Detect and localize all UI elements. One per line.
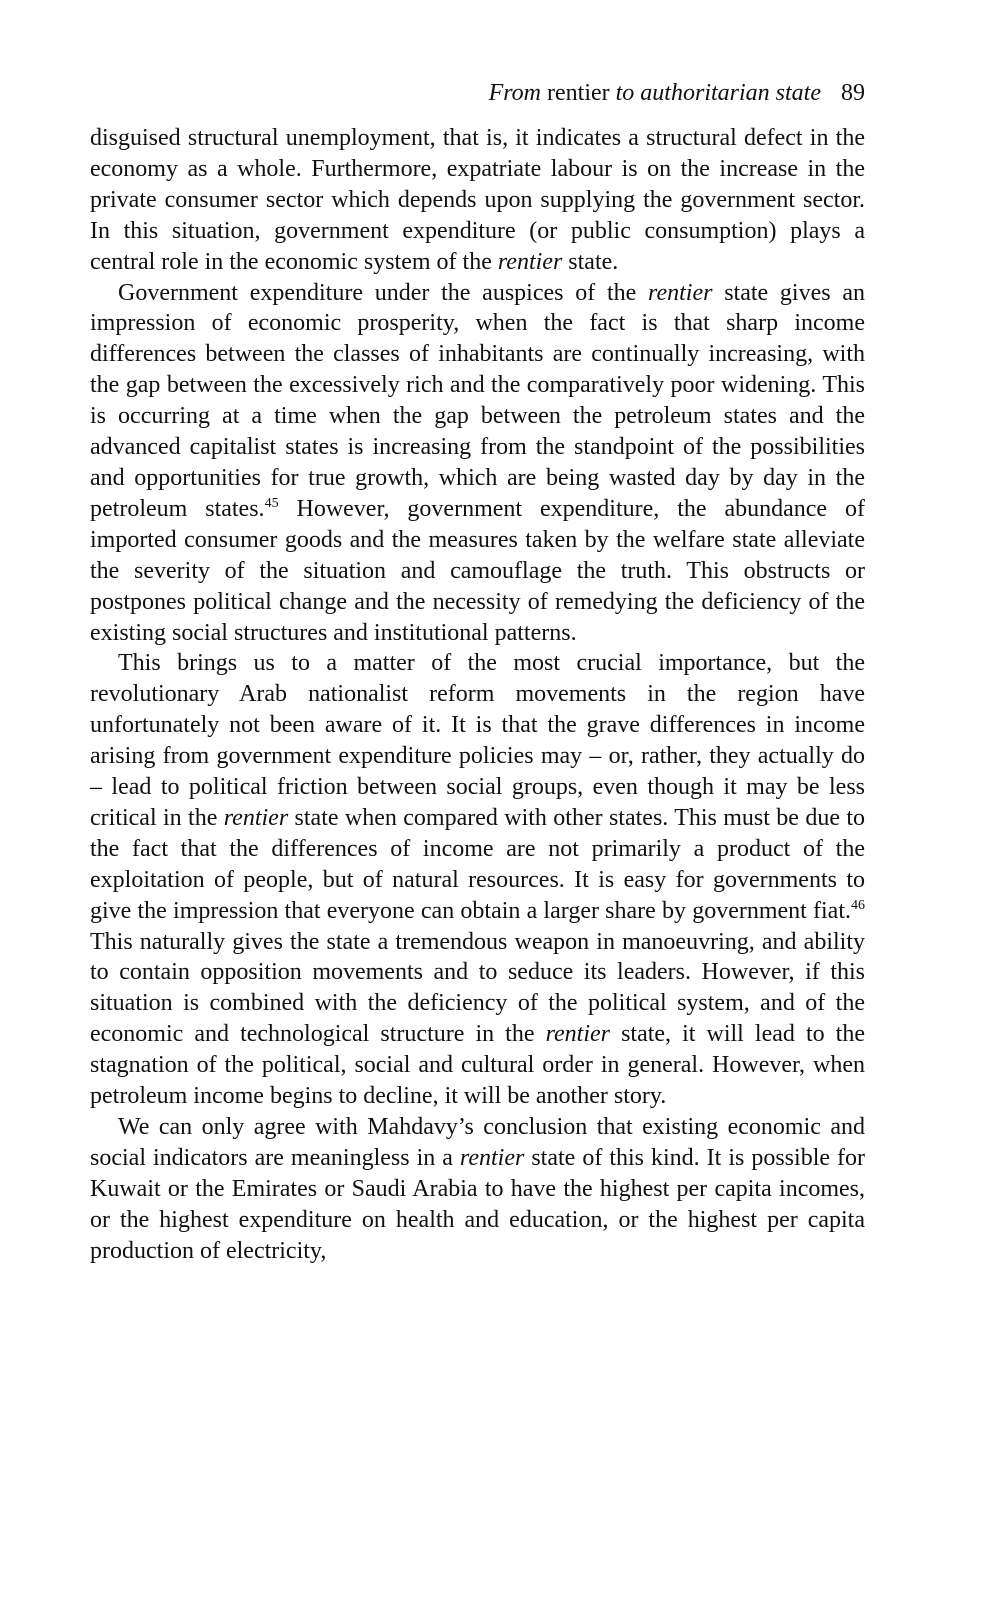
running-head-title-from: From: [488, 80, 542, 106]
emphasis-rentier: rentier: [459, 1144, 525, 1171]
paragraph-text: state of this kind. It is possible for Kuwait or the Emirates or Saudi Arabia to have the highest per capita incomes, or the highest expenditure on health and education, or the highest per capita production of electricity,: [90, 1144, 865, 1264]
page-number: 89: [841, 80, 865, 106]
emphasis-rentier: rentier: [648, 279, 713, 306]
paragraph-text: state gives an impression of economic prosperity, when the fact is that sharp income differences between the classes of inhabitants are continually increasing, with the gap between the excessively rich and the comparatively poor widening. This is occurring at a time when the gap between the petroleum states and the advanced capitalist states is increasing from the standpoint of the possibilities and opportunities for true growth, which are being wasted day by day in the petroleum states.: [90, 279, 865, 522]
running-head: [90, 78, 865, 108]
paragraph-text: This brings us to a matter of the most crucial importance, but the revolutionary Arab nationalist reform movements in the region have unfortunately not been aware of it. It is that the grave differences in income arising from government expenditure policies may – or, rather, they actually do – lead to political friction between social groups, even though it may be less critical in the: [90, 650, 865, 831]
body-text: [90, 123, 865, 1267]
emphasis-rentier: rentier: [223, 804, 289, 831]
footnote-ref-46[interactable]: 46: [851, 897, 865, 913]
paragraph-text: state.: [562, 248, 619, 275]
paragraph-4: [90, 1112, 865, 1267]
emphasis-rentier: rentier: [545, 1021, 610, 1048]
paragraph-3: [90, 648, 865, 1112]
paragraph-text: This naturally gives the state a tremendous weapon in manoeuvring, and ability to contain opposition movements and to seduce its leaders. However, if this situation is combined with the deficiency of the political system, and of the economic and technological structure in the: [90, 928, 865, 1048]
paragraph-text: disguised structural unemployment, that is, it indicates a structural defect in the economy as a whole. Furthermore, expatriate labour is on the increase in the private consumer sector which depends upon supplying the government sector. In this situation, government expenditure (or public consumption) plays a central role in the economic system of the: [90, 125, 865, 275]
footnote-ref-45[interactable]: 45: [264, 495, 279, 511]
paragraph-text: state, it will lead to the stagnation of the political, social and cultural order in general. However, when petroleum income begins to decline, it will be another story.: [90, 1021, 865, 1110]
paragraph-text: Government expenditure under the auspices of the: [118, 279, 649, 306]
paragraph-2: [90, 278, 865, 649]
running-head-title-rest: to authoritarian state: [615, 80, 821, 106]
paragraph-text: However, government expenditure, the abundance of imported consumer goods and the measures taken by the welfare state alleviate the severity of the situation and camouflage the truth. This obstructs or postpones political change and the necessity of remedying the deficiency of the existing social structures and institutional patterns.: [90, 495, 866, 646]
paragraph-text: We can only agree with Mahdavy’s conclusion that existing economic and social indicators are meaningless in a: [90, 1114, 865, 1171]
paragraph-1: [90, 123, 865, 278]
running-head-title-rentier: rentier: [547, 80, 610, 106]
emphasis-rentier: rentier: [497, 248, 563, 275]
paragraph-text: state when compared with other states. This must be due to the fact that the differences of income are not primarily a product of the exploitation of people, but of natural resources. It is easy for governments to give the impression that everyone can obtain a larger share by government fiat.: [90, 804, 866, 924]
